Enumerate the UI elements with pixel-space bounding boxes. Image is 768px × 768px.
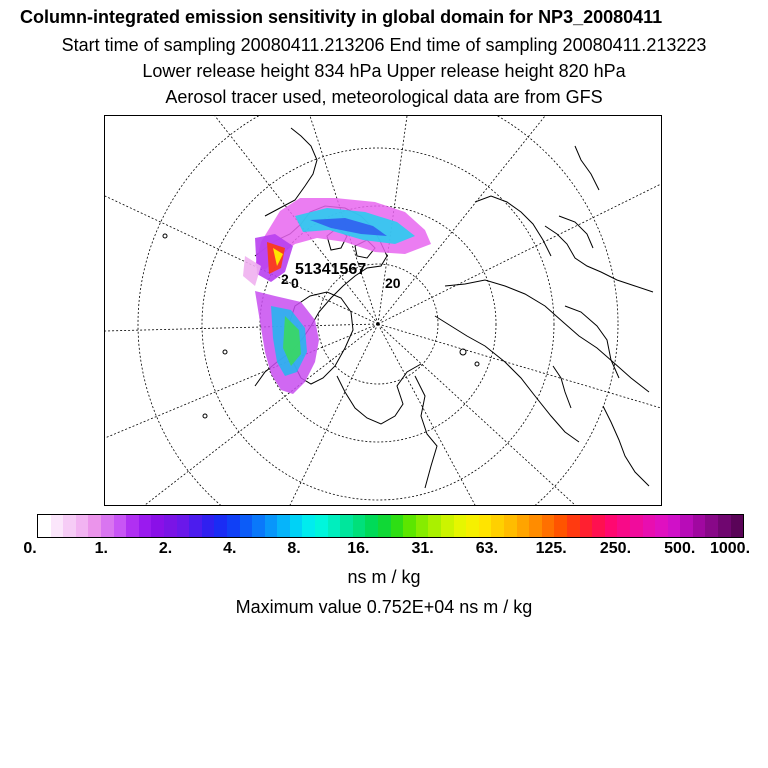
colorbar-swatch <box>655 515 668 537</box>
release-height-line: Lower release height 834 hPa Upper release height 820 hPa <box>142 61 626 81</box>
colorbar-swatch <box>189 515 202 537</box>
release-labels <box>281 261 401 291</box>
colorbar-swatch <box>491 515 504 537</box>
colorbar-swatch <box>529 515 542 537</box>
colorbar-tick-label: 1000. <box>709 540 751 557</box>
colorbar-swatch <box>705 515 718 537</box>
plume-label-20: 20 <box>385 275 401 291</box>
colorbar-swatch <box>391 515 404 537</box>
colorbar-swatch <box>214 515 227 537</box>
colorbar-swatch <box>202 515 215 537</box>
colorbar-swatch <box>580 515 593 537</box>
colorbar-swatch <box>441 515 454 537</box>
latitude-circles <box>138 116 618 505</box>
colorbar-tick-label: 1. <box>94 540 108 557</box>
polar-map <box>105 116 661 505</box>
colorbar-tick-labels <box>0 540 768 560</box>
colorbar-swatch <box>240 515 253 537</box>
colorbar-tick-label: 16. <box>347 540 370 557</box>
colorbar-swatch <box>567 515 580 537</box>
colorbar-tick-label: 63. <box>475 540 499 557</box>
map-panel <box>104 115 662 506</box>
colorbar-swatch <box>126 515 139 537</box>
colorbar-swatch <box>718 515 731 537</box>
colorbar-swatch <box>76 515 89 537</box>
coastlines <box>163 128 653 488</box>
colorbar-swatch <box>517 515 530 537</box>
colorbar-swatch <box>403 515 416 537</box>
colorbar-swatch <box>479 515 492 537</box>
colorbar-swatch <box>668 515 681 537</box>
colorbar-swatch <box>151 515 164 537</box>
colorbar-swatch <box>290 515 303 537</box>
colorbar-swatch <box>643 515 656 537</box>
plume-label-2: 2 <box>281 271 289 287</box>
colorbar-swatch <box>315 515 328 537</box>
colorbar-swatch <box>454 515 467 537</box>
sampling-time-line: Start time of sampling 20080411.213206 End time of sampling 20080411.213223 <box>61 35 707 55</box>
colorbar-tick-label: 250. <box>599 540 632 557</box>
colorbar-swatch <box>554 515 567 537</box>
colorbar-tick-label: 4. <box>223 540 237 557</box>
colorbar-swatch <box>378 515 391 537</box>
colorbar-swatch <box>101 515 114 537</box>
colorbar-swatch <box>542 515 555 537</box>
colorbar-swatch <box>63 515 76 537</box>
colorbar-swatch <box>51 515 64 537</box>
colorbar-units: ns m / kg <box>347 567 421 587</box>
maximum-value: Maximum value 0.752E+04 ns m / kg <box>235 597 533 617</box>
colorbar-tick-label: 8. <box>287 540 301 557</box>
colorbar-swatch <box>265 515 278 537</box>
colorbar-swatch <box>340 515 353 537</box>
tracer-info-line: Aerosol tracer used, meteorological data are from GFS <box>165 87 603 107</box>
colorbar-swatch <box>466 515 479 537</box>
colorbar-swatch <box>416 515 429 537</box>
colorbar-swatch <box>630 515 643 537</box>
colorbar-tick-label: 125. <box>535 540 567 557</box>
plume-label-0: 0 <box>291 275 299 291</box>
colorbar-swatch <box>605 515 618 537</box>
colorbar-swatch <box>302 515 315 537</box>
colorbar-swatch <box>227 515 240 537</box>
colorbar-swatch <box>353 515 366 537</box>
colorbar-swatch <box>328 515 341 537</box>
colorbar-swatch <box>428 515 441 537</box>
colorbar-swatch <box>693 515 706 537</box>
colorbar-swatch <box>38 515 51 537</box>
colorbar-tick-label: 0. <box>23 540 37 557</box>
colorbar-swatch <box>177 515 190 537</box>
page-title: Column-integrated emission sensitivity in global domain for NP3_20080411 <box>20 7 663 27</box>
colorbar-swatch <box>617 515 630 537</box>
colorbar-swatch <box>592 515 605 537</box>
colorbar-swatch <box>365 515 378 537</box>
colorbar <box>37 514 744 538</box>
colorbar-swatch <box>731 515 744 537</box>
colorbar-swatch <box>114 515 127 537</box>
colorbar-swatch <box>164 515 177 537</box>
colorbar-tick-label: 500. <box>664 540 696 557</box>
colorbar-tick-label: 31. <box>411 540 434 557</box>
colorbar-swatch <box>88 515 101 537</box>
plume-label-overlap: 51341567 <box>295 261 367 278</box>
colorbar-swatch <box>139 515 152 537</box>
colorbar-swatch <box>277 515 290 537</box>
colorbar-swatch <box>252 515 265 537</box>
colorbar-swatch <box>504 515 517 537</box>
colorbar-tick-label: 2. <box>158 540 173 557</box>
colorbar-swatch <box>680 515 693 537</box>
